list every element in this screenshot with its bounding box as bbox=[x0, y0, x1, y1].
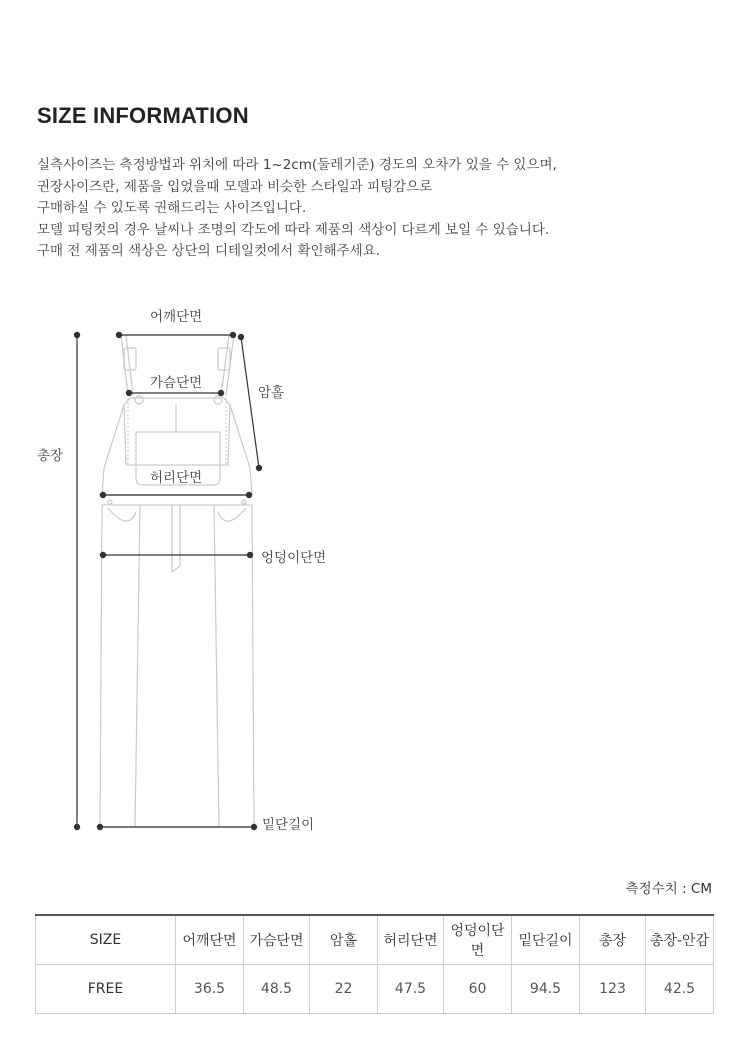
description-line: 구매 전 제품의 색상은 상단의 디테일컷에서 확인해주세요. bbox=[37, 243, 381, 259]
label-hem: 밑단길이 bbox=[262, 817, 315, 833]
table-cell: 36.5 bbox=[176, 965, 244, 1014]
table-cell: 47.5 bbox=[378, 965, 444, 1014]
table-header-cell: 가슴단면 bbox=[244, 915, 310, 965]
measurement-diagram bbox=[0, 290, 750, 850]
table-header-cell: 총장 bbox=[580, 915, 646, 965]
table-cell: 123 bbox=[580, 965, 646, 1014]
table-cell: 48.5 bbox=[244, 965, 310, 1014]
table-header-cell: SIZE bbox=[36, 915, 176, 965]
description-line: 모델 피팅컷의 경우 날씨나 조명의 각도에 따라 제품의 색상이 다르게 보일 수 있습니다. bbox=[37, 221, 550, 238]
table-header-row bbox=[36, 915, 714, 965]
table-header-cell: 암홀 bbox=[310, 915, 378, 965]
table-header-cell: 어깨단면 bbox=[176, 915, 244, 965]
table-cell: 94.5 bbox=[512, 965, 580, 1014]
label-armhole: 암홀 bbox=[258, 385, 285, 401]
table-cell: 42.5 bbox=[646, 965, 714, 1014]
description-line: 실측사이즈는 측정방법과 위치에 따라 1~2cm(둘레기준) 경도의 오차가 있을 수 있으며, bbox=[37, 157, 557, 173]
measurement-unit-note: 측정수치 : CM bbox=[625, 881, 712, 897]
size-table bbox=[35, 914, 714, 1014]
table-header-cell: 밑단길이 bbox=[512, 915, 580, 965]
description-line: 권장사이즈란, 제품을 입었을때 모델과 비슷한 스타일과 피팅감으로 bbox=[37, 178, 433, 195]
label-chest: 가슴단면 bbox=[150, 375, 203, 391]
table-header-cell: 허리단면 bbox=[378, 915, 444, 965]
label-shoulder: 어깨단면 bbox=[150, 309, 203, 325]
label-hip: 엉덩이단면 bbox=[261, 550, 327, 566]
overalls-dress-illustration bbox=[0, 290, 750, 850]
table-cell: 60 bbox=[444, 965, 512, 1014]
table-row bbox=[36, 965, 714, 1014]
description-line: 구매하실 수 있도록 권해드리는 사이즈입니다. bbox=[37, 200, 307, 216]
size-description bbox=[37, 155, 717, 263]
table-header-cell: 엉덩이단면 bbox=[444, 915, 512, 965]
table-cell: FREE bbox=[36, 965, 176, 1014]
label-waist: 허리단면 bbox=[150, 470, 203, 486]
table-cell: 22 bbox=[310, 965, 378, 1014]
table-header-cell: 총장-안감 bbox=[646, 915, 714, 965]
page-title: SIZE INFORMATION bbox=[37, 103, 249, 128]
label-total-length: 총장 bbox=[37, 448, 64, 464]
